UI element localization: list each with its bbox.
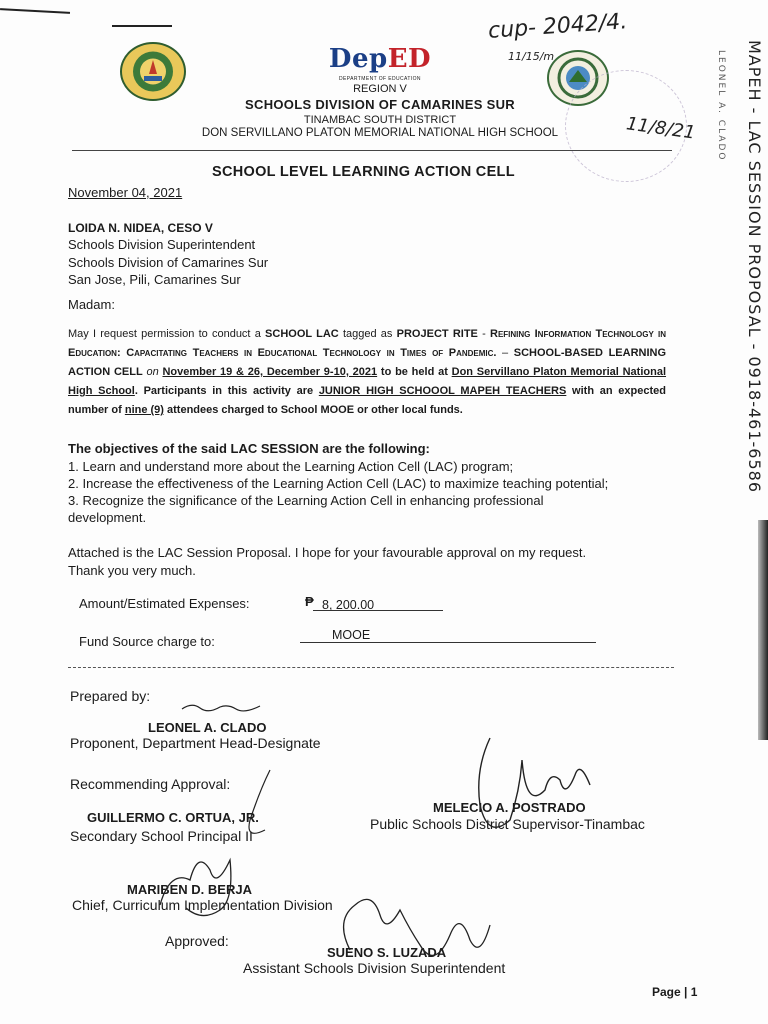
request-text-5: on bbox=[142, 366, 163, 378]
region: REGION V bbox=[353, 83, 407, 95]
expenses-underline bbox=[313, 610, 443, 611]
addressee-block bbox=[68, 220, 268, 289]
request-school-lac: SCHOOL LAC bbox=[265, 328, 339, 340]
objective-item: 3. Recognize the significance of the Learning Action Cell in enhancing professional development. bbox=[68, 493, 544, 525]
preparer-name: LEONEL A. CLADO bbox=[148, 720, 267, 735]
addressee-position: Schools Division Superintendent bbox=[68, 237, 256, 253]
section-divider bbox=[68, 667, 674, 668]
approver-name: SUENO S. LUZADA bbox=[327, 945, 447, 960]
cid-chief-title: Chief, Curriculum Implementation Division bbox=[72, 897, 333, 913]
division-name: SCHOOLS DIVISION OF CAMARINES SUR bbox=[245, 97, 515, 112]
deped-logo-dep: Dep bbox=[328, 44, 388, 74]
principal-name: GUILLERMO C. ORTUA, JR. bbox=[87, 810, 259, 825]
deped-logo bbox=[120, 44, 640, 74]
request-venue: Don Servillano Platon Memorial National High School bbox=[68, 366, 667, 397]
request-project-name: PROJECT RITE bbox=[396, 328, 478, 340]
request-text-9: attendees charged to School MOOE or other local funds. bbox=[163, 404, 463, 416]
request-attendee-count: nine (9) bbox=[124, 404, 164, 416]
header-divider bbox=[72, 150, 672, 151]
psds-name: MELECIO A. POSTRADO bbox=[433, 800, 586, 815]
request-paragraph bbox=[68, 325, 666, 420]
handwritten-date: 11/8/21 bbox=[624, 113, 697, 144]
closing-line-2: Thank you very much. bbox=[68, 563, 196, 578]
request-text-8: with an expected number of bbox=[68, 385, 666, 416]
handwritten-ref-sub: 11/15/m bbox=[508, 50, 555, 63]
expenses-value: 8, 200.00 bbox=[322, 598, 375, 612]
expenses-label: Amount/Estimated Expenses: bbox=[79, 596, 250, 611]
request-lac-type: SCHOOL-BASED LEARNING ACTION CELL bbox=[68, 347, 667, 378]
handwritten-ref-no: cup- 2042/4. bbox=[487, 9, 629, 44]
page-number: Page | 1 bbox=[652, 985, 698, 999]
district-name: TINAMBAC SOUTH DISTRICT bbox=[303, 114, 457, 126]
handwritten-margin-note: MAPEH - LAC SESSION PROPOSAL - 0918-461-6586 bbox=[745, 40, 764, 494]
salutation: Madam: bbox=[68, 297, 115, 312]
preparer-title: Proponent, Department Head-Designate bbox=[70, 735, 321, 751]
objectives-list bbox=[68, 458, 670, 526]
deped-logo-ed: ED bbox=[387, 44, 432, 74]
addressee-address: San Jose, Pili, Camarines Sur bbox=[68, 272, 241, 288]
principal-title: Secondary School Principal II bbox=[70, 828, 253, 844]
addressee-office: Schools Division of Camarines Sur bbox=[68, 254, 269, 270]
handwritten-margin-note-2: LEONEL A. CLADO bbox=[716, 50, 726, 162]
approver-title: Assistant Schools Division Superintendent bbox=[243, 960, 506, 976]
signature-strokes bbox=[150, 730, 630, 1000]
request-text-4: – bbox=[496, 347, 514, 359]
request-text-7: . Participants in this activity are bbox=[134, 385, 319, 397]
document-title: SCHOOL LEVEL LEARNING ACTION CELL bbox=[212, 164, 515, 180]
recommending-label: Recommending Approval: bbox=[70, 776, 231, 792]
objective-item: 1. Learn and understand more about the Learning Action Cell (LAC) program; bbox=[68, 459, 514, 474]
request-text-6: to be held at bbox=[377, 366, 452, 378]
request-project-description: Refining Information Technology in Education: Capacitating Teachers in Educational Technology in Times of Pandemic. bbox=[68, 328, 666, 359]
cid-chief-name: MARIBEN D. BERJA bbox=[127, 882, 252, 897]
deped-subtitle: DEPARTMENT OF EDUCATION bbox=[339, 76, 421, 82]
fund-label: Fund Source charge to: bbox=[79, 634, 215, 649]
request-dates: November 19 & 26, December 9-10, 2021 bbox=[162, 366, 378, 378]
fund-value: MOOE bbox=[332, 628, 371, 642]
request-text-3: - bbox=[477, 328, 490, 340]
school-name: DON SERVILLANO PLATON MEMORIAL NATIONAL HIGH SCHOOL bbox=[201, 127, 559, 139]
top-rule-mark-2 bbox=[112, 25, 172, 27]
objective-item: 2. Increase the effectiveness of the Learning Action Cell (LAC) to maximize teaching potential; bbox=[68, 476, 609, 491]
closing-block bbox=[68, 544, 678, 580]
request-text-1: May I request permission to conduct a bbox=[68, 328, 266, 340]
request-participants: JUNIOR HIGH SCHOOOL MAPEH TEACHERS bbox=[318, 385, 567, 397]
addressee-name: LOIDA N. NIDEA, CESO V bbox=[68, 221, 213, 235]
preparer-signature bbox=[180, 700, 270, 714]
request-text-2: tagged as bbox=[338, 328, 397, 340]
prepared-label: Prepared by: bbox=[70, 688, 151, 704]
letter-date: November 04, 2021 bbox=[68, 185, 183, 200]
scan-edge-shadow bbox=[758, 520, 768, 740]
approved-label: Approved: bbox=[165, 933, 229, 949]
objectives-heading: The objectives of the said LAC SESSION are the following: bbox=[68, 441, 430, 456]
peso-sign: ₱ bbox=[305, 594, 314, 609]
fund-underline bbox=[300, 642, 596, 643]
psds-title: Public Schools District Supervisor-Tinambac bbox=[370, 816, 645, 832]
top-rule-mark bbox=[0, 8, 70, 15]
closing-line-1: Attached is the LAC Session Proposal. I hope for your favourable approval on my request. bbox=[68, 545, 587, 560]
